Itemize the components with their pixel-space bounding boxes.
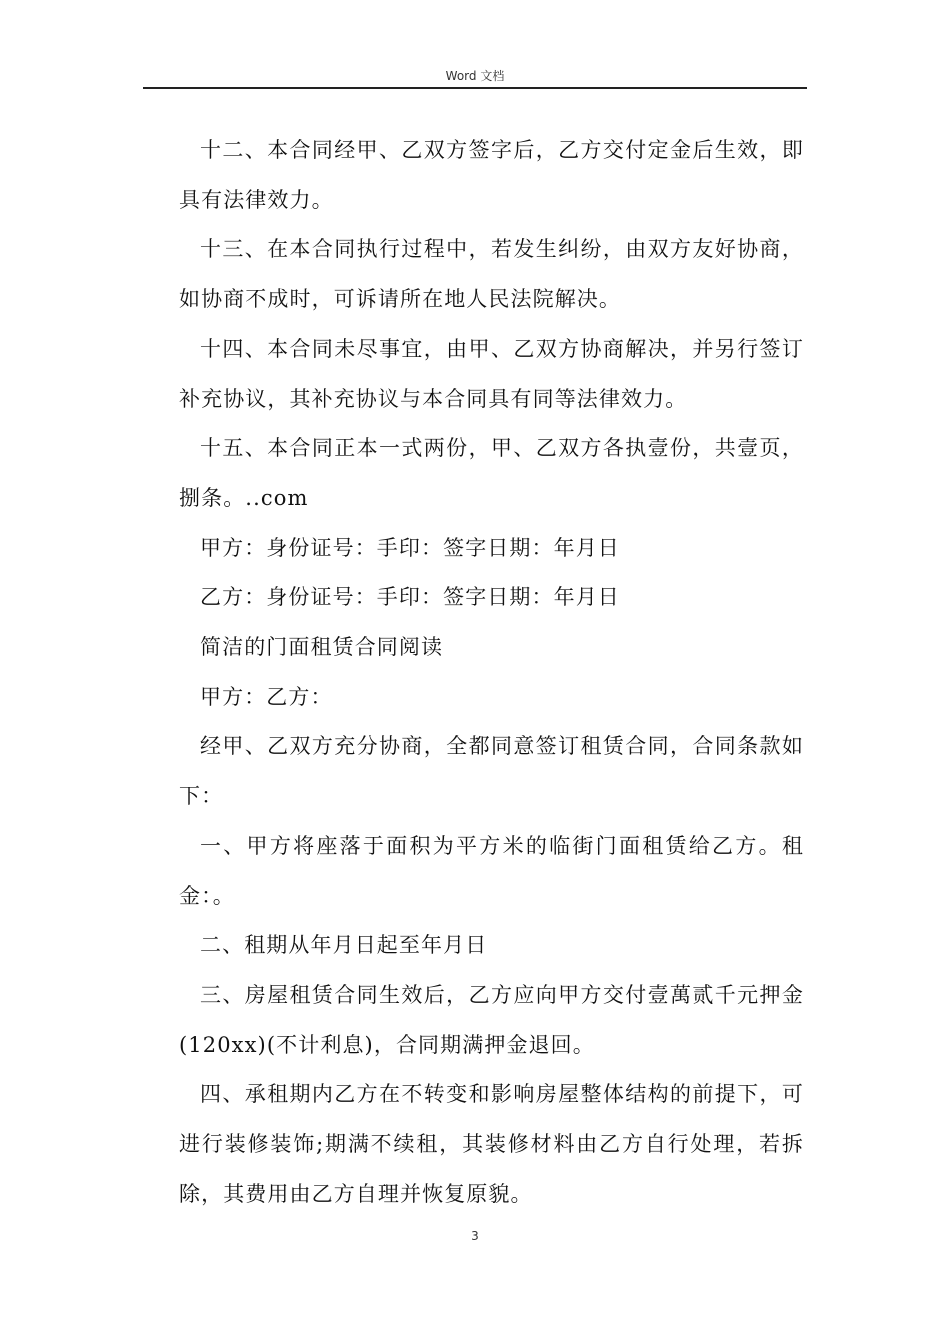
- paragraph-clause-14: 十四、本合同未尽事宜，由甲、乙双方协商解决，并另行签订补充协议，其补充协议与本合同具有同等法律效力。: [179, 336, 804, 411]
- signature-line-party-b: 乙方：身份证号：手印：签字日期：年月日: [200, 585, 620, 610]
- paragraph-clause-12: 十二、本合同经甲、乙双方签字后，乙方交付定金后生效，即具有法律效力。: [179, 138, 804, 212]
- paragraph-clause-15: 十五、本合同正本一式两份，甲、乙双方各执壹份，共壹页，捌条。..com: [179, 436, 804, 510]
- section-title: 简洁的门面租赁合同阅读: [200, 635, 444, 660]
- paragraph-clause-4: 四、承租期内乙方在不转变和影响房屋整体结构的前提下，可进行装修装饰;期满不续租，其装修材料由乙方自行处理，若拆除，其费用由乙方自理并恢复原貌。: [179, 1082, 804, 1206]
- paragraph-clause-3: 三、房屋租赁合同生效后，乙方应向甲方交付壹萬贰千元押金(120xx)(不计利息)，合同期满押金退回。: [179, 982, 804, 1057]
- header-divider: [143, 87, 807, 89]
- paragraph-clause-1: 一、甲方将座落于面积为平方米的临街门面租赁给乙方。租金：。: [179, 833, 804, 908]
- parties-line: 甲方：乙方：: [200, 684, 333, 709]
- page-number: 3: [471, 1229, 479, 1243]
- paragraph-preamble: 经甲、乙双方充分协商，全都同意签订租赁合同，合同条款如下：: [179, 734, 804, 809]
- document-body: [179, 126, 804, 1219]
- paragraph-clause-13: 十三、在本合同执行过程中，若发生纠纷，由双方友好协商，如协商不成时，可诉请所在地人民法院解决。: [179, 237, 804, 312]
- signature-line-party-a: 甲方：身份证号：手印：签字日期：年月日: [200, 535, 620, 560]
- page-header-title: Word 文档: [445, 69, 505, 83]
- paragraph-clause-2: 二、租期从年月日起至年月日: [200, 933, 488, 958]
